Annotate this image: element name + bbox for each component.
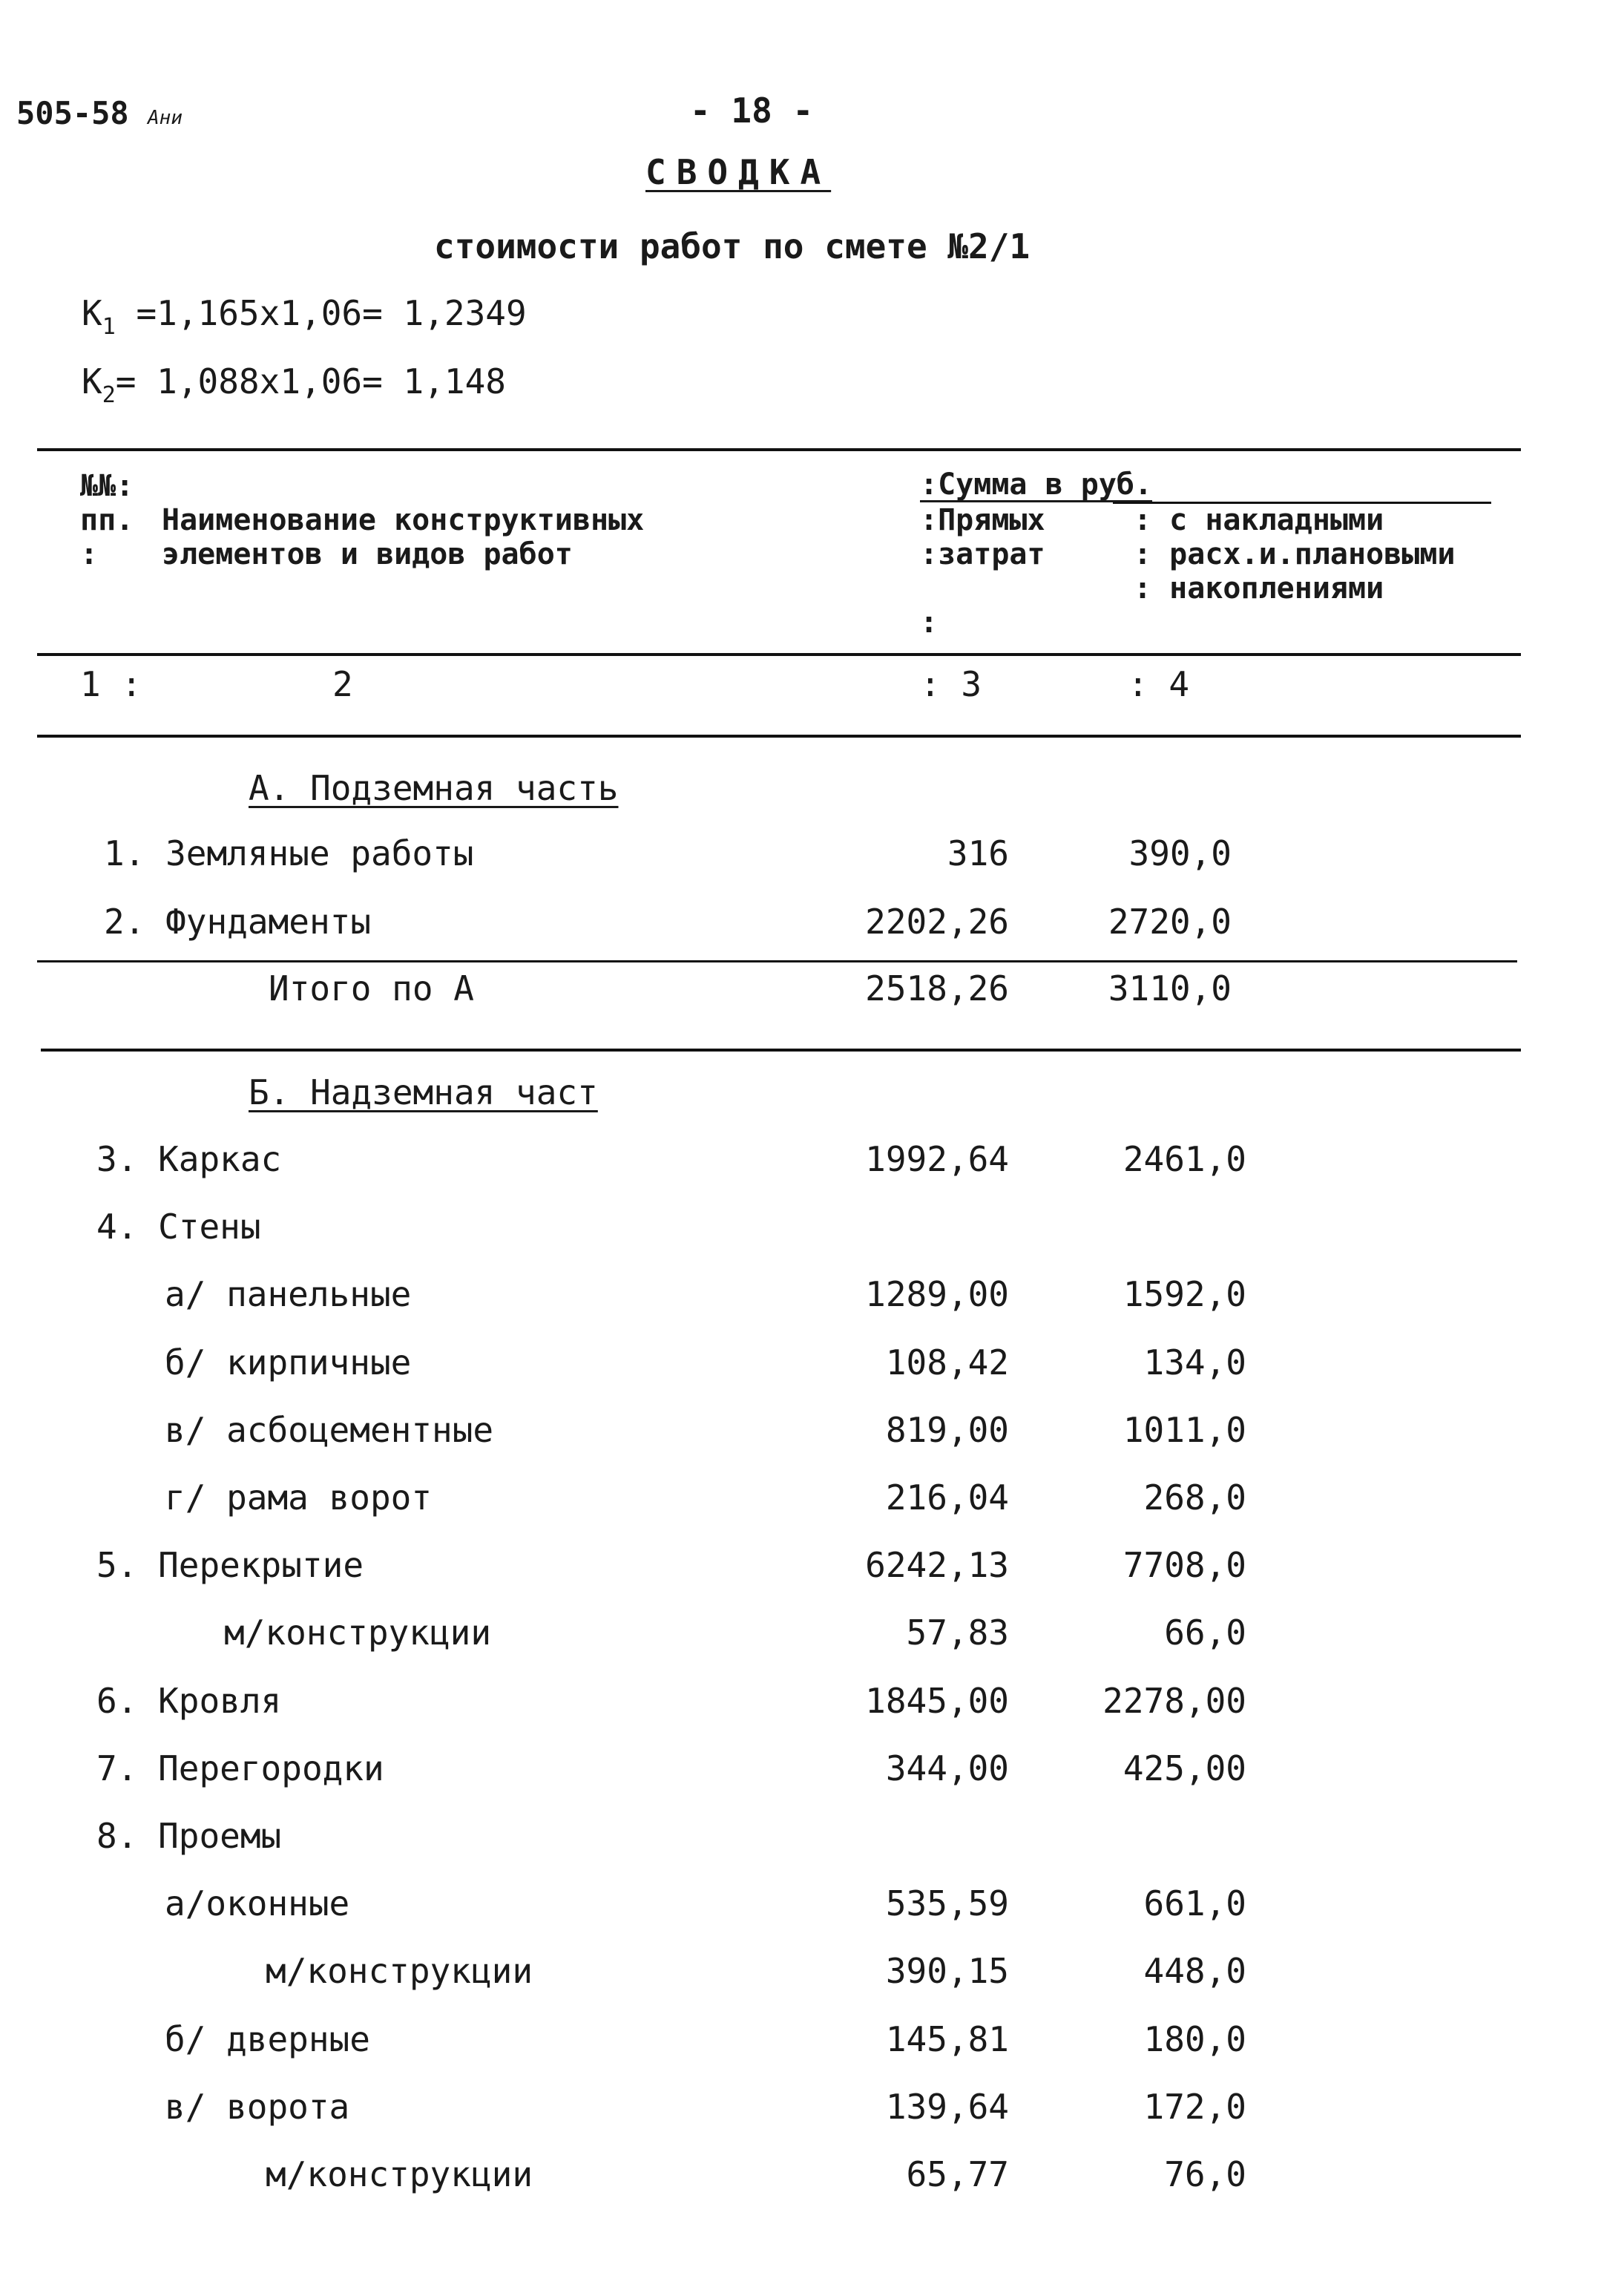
row-overhead-cost: 180,0 [1143,2019,1246,2059]
row-label: в/ ворота [165,2087,350,2127]
row-overhead-cost: 76,0 [1164,2154,1246,2194]
row-label: 3. Каркас [96,1139,282,1179]
col-number-4: : 4 [1128,664,1190,704]
row-label: м/конструкции [224,1613,492,1653]
row-label: б/ дверные [165,2019,370,2059]
page-title: СВОДКА [645,152,832,192]
header-bottom-rule [37,735,1521,738]
row-direct-cost: 1289,00 [865,1274,1009,1314]
col3-header: :Прямых :затрат : [920,503,1045,640]
row-direct-cost: 344,00 [885,1748,1009,1788]
row-label: 8. Проемы [96,1816,282,1856]
row-label: б/ кирпичные [165,1342,412,1382]
row-overhead-cost: 268,0 [1143,1477,1246,1518]
row-overhead-cost: 7708,0 [1123,1545,1246,1585]
row-direct-cost: 535,59 [885,1883,1009,1923]
col-number-3: : 3 [920,664,982,704]
total-overhead-cost: 3110,0 [1108,968,1232,1008]
row-overhead-cost: 390,0 [1128,833,1232,873]
row-direct-cost: 65,77 [906,2154,1009,2194]
row-direct-cost: 2202,26 [865,902,1009,942]
page-subtitle: стоимости работ по смете №2/1 [434,226,1031,266]
row-label: м/конструкции [266,1951,533,1991]
col-number-2: 2 [332,664,353,704]
row-direct-cost: 819,00 [885,1410,1009,1450]
coefficient-k1: $К_1 =1,165x1,06= 1,2349$ [82,293,527,340]
table-top-rule [37,448,1521,451]
col1-header: №№: пп. : [80,469,134,571]
row-overhead-cost: 2720,0 [1108,902,1232,942]
row-overhead-cost: 1592,0 [1123,1274,1246,1314]
doc-code: 505-58 Ани [16,95,183,131]
row-direct-cost: 216,04 [885,1477,1009,1518]
total-label: Итого по А [269,968,474,1008]
row-overhead-cost: 425,00 [1123,1748,1246,1788]
coefficient-k2: $К_2= 1,088x1,06= 1,148$ [82,361,506,408]
section-a-total-rule [37,960,1517,962]
row-direct-cost: 390,15 [885,1951,1009,1991]
row-label: 6. Кровля [96,1681,282,1721]
row-label: г/ рама ворот [165,1477,433,1518]
row-label: а/оконные [165,1883,350,1923]
row-overhead-cost: 134,0 [1143,1342,1246,1382]
row-direct-cost: 57,83 [906,1613,1009,1653]
row-overhead-cost: 2278,00 [1102,1681,1246,1721]
row-direct-cost: 108,42 [885,1342,1009,1382]
row-direct-cost: 139,64 [885,2087,1009,2127]
row-direct-cost: 6242,13 [865,1545,1009,1585]
header-numbers-top-rule [37,653,1521,656]
row-label: а/ панельные [165,1274,412,1314]
row-label: 4. Стены [96,1207,261,1247]
col4-header: : с накладными : расх.и.плановыми : накоплениями [1134,503,1456,606]
row-overhead-cost: 2461,0 [1123,1139,1246,1179]
row-overhead-cost: 661,0 [1143,1883,1246,1923]
row-overhead-cost: 66,0 [1164,1613,1246,1653]
row-direct-cost: 145,81 [885,2019,1009,2059]
row-overhead-cost: 1011,0 [1123,1410,1246,1450]
doc-code-note: Ани [148,107,183,129]
row-label: 5. Перекрытие [96,1545,364,1585]
row-direct-cost: 1845,00 [865,1681,1009,1721]
row-direct-cost: 1992,64 [865,1139,1009,1179]
col2-header: Наименование конструктивных элементов и видов работ [162,503,645,571]
sum-header: :Сумма в руб. [920,468,1153,502]
row-label: м/конструкции [266,2154,533,2194]
row-label: в/ асбоцементные [165,1410,494,1450]
total-direct-cost: 2518,26 [865,968,1009,1008]
row-direct-cost: 316 [947,833,1009,873]
col-number-1: 1 : [80,664,142,704]
section-a-title: А. Подземная часть [249,768,619,808]
row-label: 1. Земляные работы [104,833,474,873]
row-label: 2. Фундаменты [104,902,372,942]
section-b-title: Б. Надземная част [249,1072,598,1112]
row-label: 7. Перегородки [96,1748,384,1788]
row-overhead-cost: 172,0 [1143,2087,1246,2127]
row-overhead-cost: 448,0 [1143,1951,1246,1991]
section-a-bottom-rule [41,1049,1521,1052]
page-number: - 18 - [690,91,814,131]
